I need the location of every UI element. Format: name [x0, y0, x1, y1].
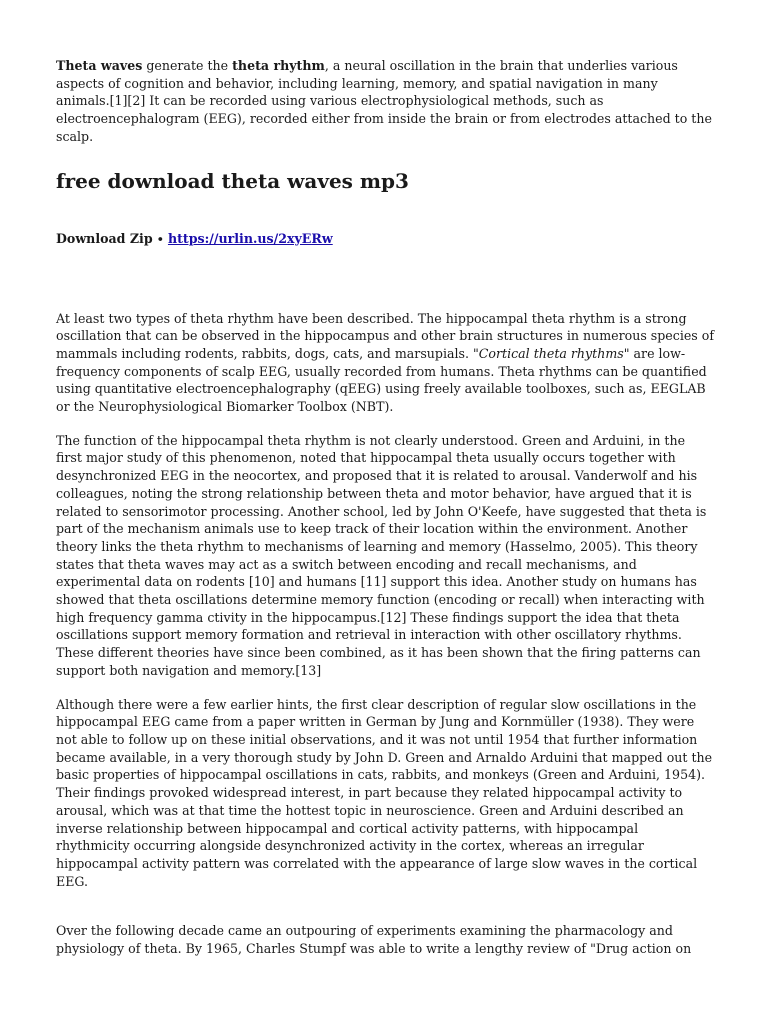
paragraph-theta-types-text-b: " are low-frequency components of scalp EEG, usually recorded from humans. Theta rhythms can be quantified using quantitative electroencephalography (qEEG) using freely available toolboxes, such as, EEGLAB or the Neurophysiological Biomarker Toolbox (NBT).	[56, 345, 707, 415]
paragraph-theta-function: The function of the hippocampal theta rhythm is not clearly understood. Green and Arduini, in the first major study of this phenomenon, noted that hippocampal theta usually occurs together with desynchronized EEG in the neocortex, and proposed that it is related to arousal. Vanderwolf and his colleagues, noting the strong relationship between theta and motor behavior, have argued that it is related to sensorimotor processing. Another school, led by John O'Keefe, have suggested that theta is part of the mechanism animals use to keep track of their location within the environment. Another theory links the theta rhythm to mechanisms of learning and memory (Hasselmo, 2005). This theory states that theta waves may act as a switch between encoding and recall mechanisms, and experimental data on rodents [10] and humans [11] support this idea. Another study on humans has showed that theta oscillations determine memory function (encoding or recall) when interacting with high frequency gamma ctivity in the hippocampus.[12] These findings support the idea that theta oscillations support memory formation and retrieval in interaction with other oscillatory rhythms. These different theories have since been combined, as it has been shown that the firing patterns can support both navigation and memory.[13]	[56, 432, 707, 678]
download-link[interactable]: https://urlin.us/2xyERw	[167, 230, 333, 246]
download-line	[56, 230, 714, 310]
paragraph-theta-types	[56, 310, 714, 416]
paragraph-pharmacology: Over the following decade came an outpouring of experiments examining the pharmacology and physiology of theta. By 1965, Charles Stumpf was able to write a lengthy review of "Drug action on	[56, 923, 692, 957]
paragraph-theta-history: Although there were a few earlier hints, the first clear description of regular slow oscillations in the hippocampal EEG came from a paper written in German by Jung and Kornmüller (1938). They were not able to follow up on these initial observations, and it was not until 1954 that further information became available, in a very thorough study by John D. Green and Arnaldo Arduini that mapped out the basic properties of hippocampal oscillations in cats, rabbits, and monkeys (Green and Arduini, 1954). Their findings provoked widespread interest, in part because they related hippocampal activity to arousal, which was at that time the hottest topic in neuroscience. Green and Arduini described an inverse relationship between hippocampal and cortical activity patterns, with hippocampal rhythmicity occurring alongside desynchronized activity in the cortex, whereas an irregular hippocampal activity pattern was correlated with the appearance of large slow waves in the cortical EEG.	[56, 696, 713, 889]
intro-text-1: generate the	[142, 58, 233, 73]
intro-term-theta-waves: Theta waves	[56, 58, 143, 73]
intro-term-theta-rhythm: theta rhythm	[232, 58, 325, 73]
download-label: Download Zip ∙	[56, 230, 168, 246]
intro-text-2: , a neural oscillation in the brain that underlies various aspects of cognition and behavior, including learning, memory, and spatial navigation in many animals.[1][2] It can be recorded using various electrophysiological methods, such as electroencephalogram (EEG), recorded either from inside the brain or from electrodes attached to the scalp.	[56, 58, 712, 144]
paragraph-theta-types-text-a: At least two types of theta rhythm have been described. The hippocampal theta rhythm is a strong oscillation that can be observed in the hippocampus and other brain structures in numerous species of mammals including rodents, rabbits, dogs, cats, and marsupials. "	[56, 310, 715, 361]
page-title: free download theta waves mp3	[56, 168, 409, 193]
paragraph-theta-types-emphasis: Cortical theta rhythms	[478, 345, 624, 361]
intro-paragraph	[56, 57, 714, 146]
